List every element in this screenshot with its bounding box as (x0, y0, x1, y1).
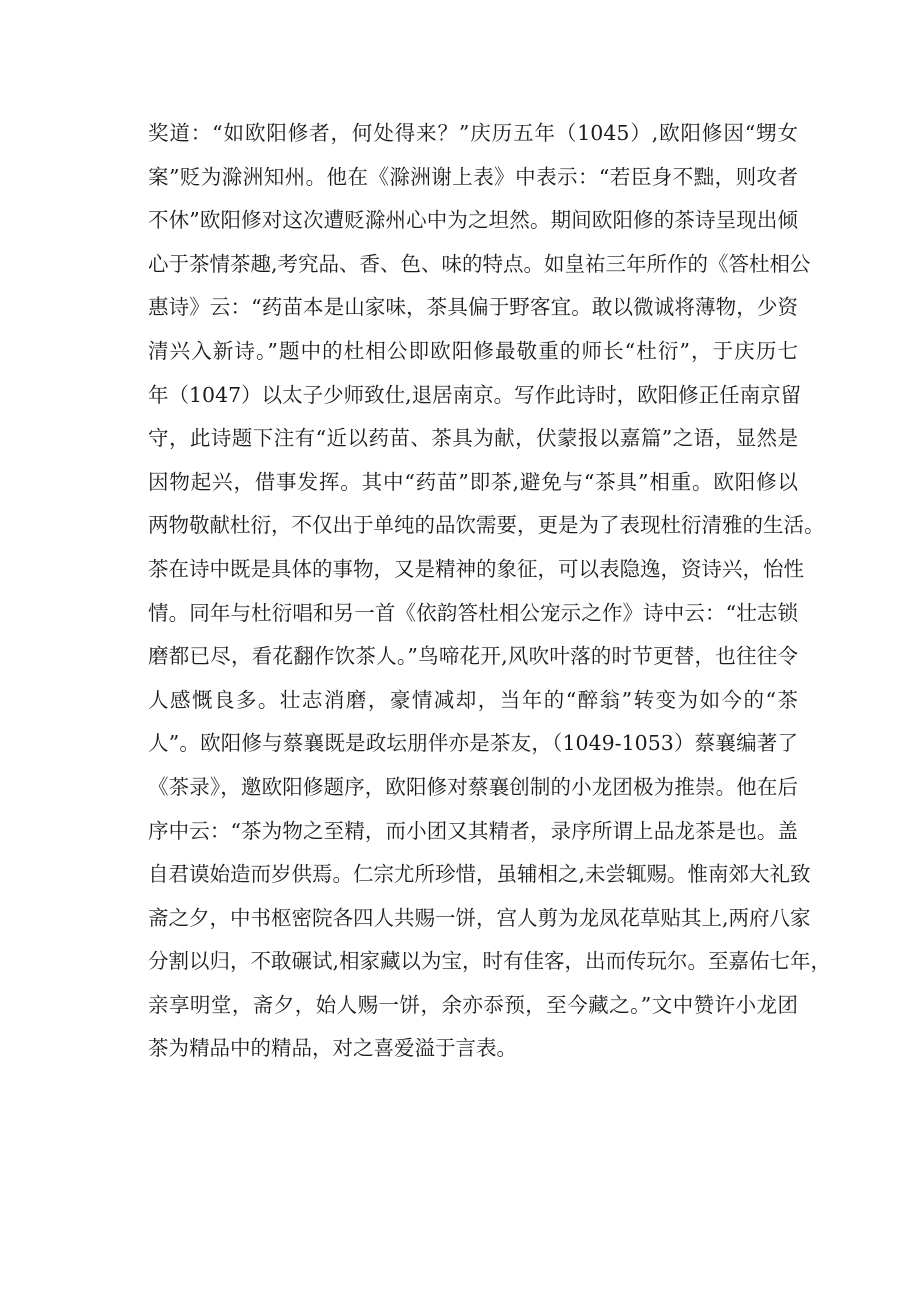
text-line: 《茶录》，邀欧阳修题序，欧阳修对蔡襄创制的小龙团极为推崇。他在后 (148, 774, 798, 799)
text-line: 情。同年与杜衍唱和另一首《依韵答杜相公宠示之作》诗中云：“壮志锁 (148, 600, 798, 625)
text-line: 守，此诗题下注有“近以药苗、茶具为献，伏蒙报以嘉篇”之语，显然是 (148, 426, 798, 451)
text-line: 案”贬为滁洲知州。他在《滁洲谢上表》中表示：“若臣身不黜，则攻者 (148, 164, 798, 189)
text-line: 茶在诗中既是具体的事物，又是精神的象征，可以表隐逸，资诗兴，怡性 (148, 556, 804, 581)
text-line: 年（1047）以太子少师致仕,退居南京。写作此诗时，欧阳修正任南京留 (148, 382, 802, 407)
text-line: 分割以归，不敢碾试,相家藏以为宝，时有佳客，出而传玩尔。至嘉佑七年， (148, 949, 832, 974)
text-line: 人”。欧阳修与蔡襄既是政坛朋伴亦是茶友，（1049-1053）蔡襄编著了 (148, 731, 798, 756)
text-line: 心于茶情茶趣,考究品、香、色、味的特点。如皇祐三年所作的《答杜相公 (148, 251, 811, 276)
text-line: 茶为精品中的精品，对之喜爱溢于言表。 (148, 1036, 517, 1061)
text-line: 序中云：“茶为物之至精，而小团又其精者，录序所谓上品龙茶是也。盖 (148, 818, 798, 843)
text-line: 两物敬献杜衍，不仅出于单纯的品饮需要，更是为了表现杜衍清雅的生活。 (148, 513, 825, 538)
text-line: 人感慨良多。壮志消磨，豪情减却，当年的“醉翁”转变为如今的“茶 (148, 687, 798, 712)
text-line: 自君谟始造而岁供焉。仁宗尤所珍惜，虽辅相之,未尝辄赐。惟南郊大礼致 (148, 862, 811, 887)
text-line: 亲享明堂，斋夕，始人赐一饼，余亦忝预，至今藏之。”文中赞许小龙团 (148, 992, 798, 1017)
body-text (148, 112, 832, 1071)
text-line: 不休”欧阳修对这次遭贬滁州心中为之坦然。期间欧阳修的茶诗呈现出倾 (148, 208, 798, 233)
text-line: 因物起兴，借事发挥。其中“药苗”即茶,避免与“茶具”相重。欧阳修以 (148, 469, 798, 494)
text-line: 奖道：“如欧阳修者，何处得来？”庆历五年（1045）,欧阳修因“甥女 (148, 121, 798, 145)
text-line: 磨都已尽，看花翻作饮茶人。”鸟啼花开,风吹叶落的时节更替，也往往令 (148, 644, 798, 669)
text-line: 斋之夕，中书枢密院各四人共赐一饼，宫人剪为龙凤花草贴其上,两府八家 (148, 905, 811, 930)
text-line: 惠诗》云：“药苗本是山家味，茶具偏于野客宜。敢以微诚将薄物，少资 (148, 295, 798, 320)
text-line: 清兴入新诗。”题中的杜相公即欧阳修最敬重的师长“杜衍”，于庆历七 (148, 338, 798, 363)
